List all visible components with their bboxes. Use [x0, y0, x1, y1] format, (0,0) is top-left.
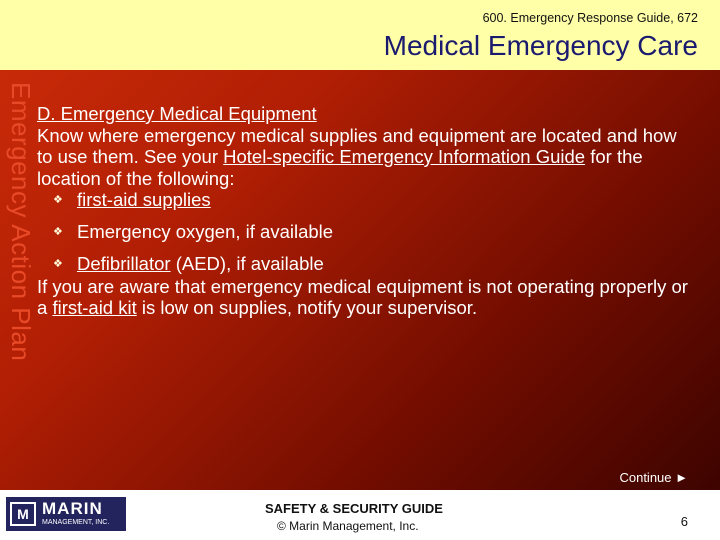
outro-text-end: is low on supplies, notify your supervisor. [136, 297, 478, 319]
outro-text: If you are aware that emergency medical equipment is not operating properly or a [37, 275, 688, 319]
defibrillator-link[interactable]: Defibrillator [77, 252, 171, 274]
section-title: D. Emergency Medical Equipment [37, 103, 317, 124]
guide-reference: 600. Emergency Response Guide, 672 [482, 11, 698, 25]
diamond-bullet-icon: ❖ [53, 226, 63, 239]
first-aid-supplies-link[interactable]: first-aid supplies [77, 189, 211, 210]
intro-text-end: for the location of the following: [37, 146, 643, 189]
logo-name: MARIN [42, 499, 103, 518]
diamond-bullet-icon: ❖ [53, 194, 63, 207]
diamond-bullet-icon: ❖ [53, 258, 63, 271]
content-body [37, 103, 697, 319]
continue-link[interactable]: Continue ► [619, 470, 688, 485]
list-item [37, 253, 697, 276]
page-number: 6 [680, 514, 688, 529]
header-band [0, 0, 720, 70]
emergency-guide-link[interactable]: Hotel-specific Emergency Information Guide [223, 146, 586, 167]
outro-paragraph [37, 276, 697, 319]
logo-subtitle: MANAGEMENT, INC. [42, 519, 110, 526]
list-item [37, 221, 697, 244]
sidebar-vertical-label: Emergency Action Plan [6, 82, 36, 362]
footer-copyright: © Marin Management, Inc. [277, 519, 419, 533]
list-item [37, 189, 697, 212]
page-title: Medical Emergency Care [383, 30, 698, 61]
equipment-list [37, 189, 697, 276]
intro-text: Know where emergency medical supplies and equipment are located and how to use them. See your [37, 124, 677, 167]
logo-mark-icon: M [10, 502, 36, 526]
intro-paragraph [37, 125, 697, 190]
first-aid-kit-link[interactable]: first-aid kit [52, 297, 137, 319]
footer-guide-title: SAFETY & SECURITY GUIDE [265, 501, 443, 516]
list-item-text: Emergency oxygen, if available [77, 220, 334, 242]
list-item-text: (AED), if available [170, 252, 324, 274]
company-logo [6, 497, 126, 531]
